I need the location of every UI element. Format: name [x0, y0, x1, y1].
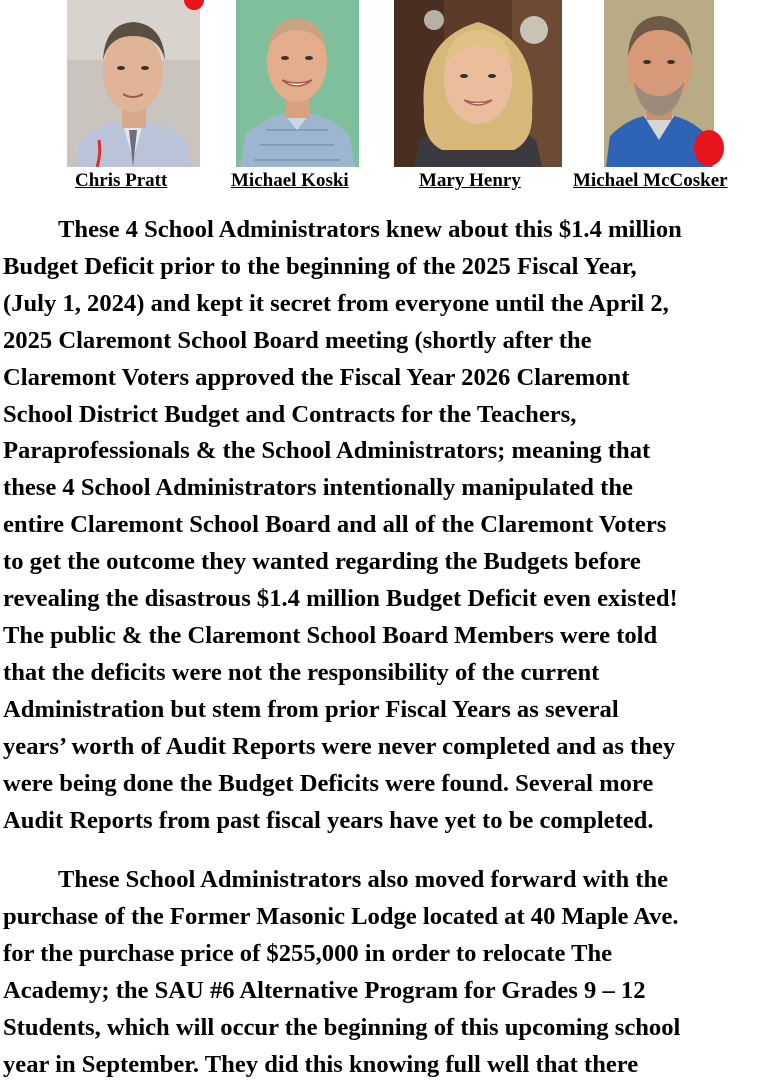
staff-photo-row [0, 0, 769, 196]
text-line: revealing the disastrous $1.4 million Budget Deficit even existed! [3, 585, 678, 613]
text-line: (July 1, 2024) and kept it secret from everyone until the April 2, [3, 289, 669, 317]
person-name: Mary Henry [419, 170, 521, 191]
person-name: Michael Koski [231, 170, 349, 191]
red-circle-marker [694, 130, 724, 166]
text-line: Claremont Voters approved the Fiscal Year 2026 Claremont [3, 363, 630, 391]
text-line: for the purchase price of $255,000 in order to relocate The [3, 939, 613, 967]
text-line: Administration but stem from prior Fiscal Years as several [3, 695, 619, 723]
text-line: Students, which will occur the beginning of this upcoming school [3, 1013, 681, 1041]
person-name: Chris Pratt [75, 170, 168, 191]
text-line: Paraprofessionals & the School Administrators; meaning that [3, 437, 651, 465]
text-line: year in September. They did this knowing full well that there [3, 1050, 639, 1078]
portrait-photo [67, 0, 200, 167]
text-line: School District Budget and Contracts for the Teachers, [3, 400, 577, 428]
body-paragraph [3, 862, 767, 1083]
text-line: These School Administrators also moved forward with the [58, 866, 669, 893]
body-paragraph [3, 212, 767, 839]
text-line: these 4 School Administrators intentionally manipulated the [3, 474, 633, 502]
portrait-photo [236, 0, 359, 167]
text-line: purchase of the Former Masonic Lodge located at 40 Maple Ave. [3, 902, 679, 930]
text-line: to get the outcome they wanted regarding the Budgets before [3, 548, 641, 576]
text-line: years’ worth of Audit Reports were never completed and as they [3, 732, 676, 760]
text-line: 2025 Claremont School Board meeting (shortly after the [3, 326, 592, 354]
text-line: Academy; the SAU #6 Alternative Program for Grades 9 – 12 [3, 976, 646, 1004]
text-line: Audit Reports from past fiscal years have yet to be completed. [3, 806, 654, 834]
text-line: Budget Deficit prior to the beginning of the 2025 Fiscal Year, [3, 252, 637, 280]
text-line: These 4 School Administrators knew about this $1.4 million [58, 216, 682, 243]
person-name: Michael McCosker [573, 170, 728, 191]
text-line: The public & the Claremont School Board Members were told [3, 621, 658, 649]
text-line: that the deficits were not the responsibility of the current [3, 658, 600, 686]
text-line: entire Claremont School Board and all of the Claremont Voters [3, 511, 667, 539]
portrait-photo [394, 0, 562, 167]
text-line: were being done the Budget Deficits were found. Several more [3, 769, 654, 797]
